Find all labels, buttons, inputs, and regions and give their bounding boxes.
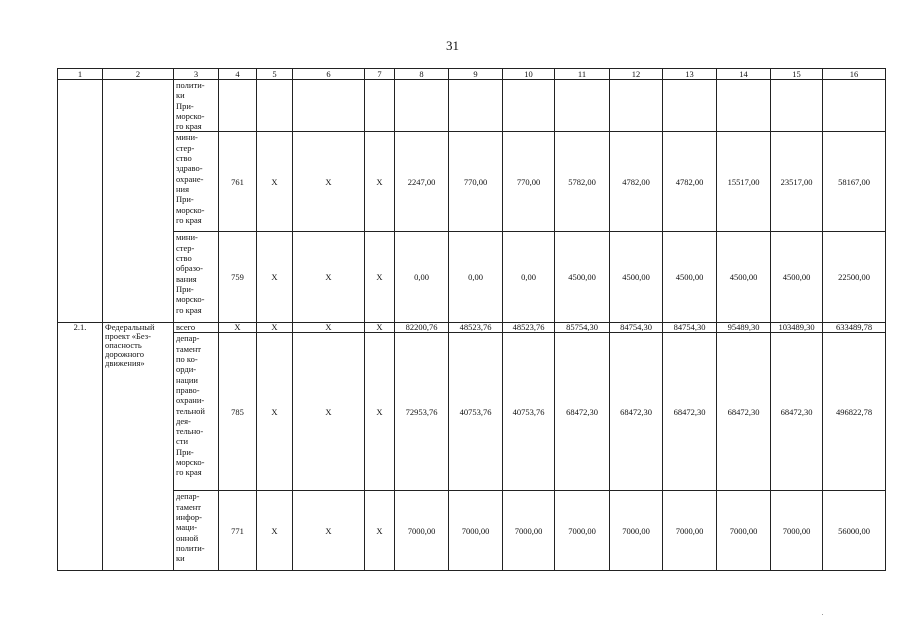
table-cell: 22500,00 [823, 232, 886, 323]
table-cell: 770,00 [449, 132, 503, 232]
col-header: 1 [58, 69, 103, 80]
executor-cell: всего [174, 323, 219, 333]
table-cell [610, 80, 663, 132]
table-cell: 4782,00 [663, 132, 717, 232]
table-cell: X [257, 323, 293, 333]
table-cell: X [365, 323, 395, 333]
executor-cell: депар- тамент по ко- орди- нации право- охрани- тельной дея- тельно- сти При- морско- го края [174, 333, 219, 491]
table-cell: 82200,76 [395, 323, 449, 333]
table-cell: X [365, 132, 395, 232]
table-cell [717, 80, 771, 132]
table-cell: 15517,00 [717, 132, 771, 232]
page-number: 31 [446, 38, 459, 53]
table-cell: X [257, 333, 293, 491]
table-cell: X [293, 333, 365, 491]
table-cell: 95489,30 [717, 323, 771, 333]
table-cell: X [365, 491, 395, 571]
table-cell: X [257, 132, 293, 232]
project-name-cell: Федеральный проект «Без-опасность дорожного движения» [103, 323, 174, 571]
col-header: 14 [717, 69, 771, 80]
table-cell: 84754,30 [663, 323, 717, 333]
table-cell: 40753,76 [503, 333, 555, 491]
scan-speck [822, 614, 823, 615]
col-header: 15 [771, 69, 823, 80]
table-cell: 7000,00 [555, 491, 610, 571]
table-cell [771, 80, 823, 132]
table-cell: 0,00 [449, 232, 503, 323]
row-index-cell: 2.1. [58, 323, 103, 571]
table-cell [293, 80, 365, 132]
table-cell [257, 80, 293, 132]
table-row [58, 132, 886, 232]
table-cell: 48523,76 [503, 323, 555, 333]
table-cell: 85754,30 [555, 323, 610, 333]
col-header: 2 [103, 69, 174, 80]
table-cell: 4782,00 [610, 132, 663, 232]
col-header: 13 [663, 69, 717, 80]
col-header: 16 [823, 69, 886, 80]
table-cell: X [293, 323, 365, 333]
table-cell: 23517,00 [771, 132, 823, 232]
table-cell [365, 80, 395, 132]
table-cell: 2247,00 [395, 132, 449, 232]
table-cell: 68472,30 [771, 333, 823, 491]
table-row [58, 333, 886, 491]
table-cell: 68472,30 [610, 333, 663, 491]
col-header: 12 [610, 69, 663, 80]
table-cell: 7000,00 [771, 491, 823, 571]
table-cell: 5782,00 [555, 132, 610, 232]
col-header: 6 [293, 69, 365, 80]
table-cell: X [219, 323, 257, 333]
table-cell: 7000,00 [395, 491, 449, 571]
table-cell: 56000,00 [823, 491, 886, 571]
table-cell: X [293, 491, 365, 571]
table-cell: 785 [219, 333, 257, 491]
table-cell: 633489,78 [823, 323, 886, 333]
table-cell [219, 80, 257, 132]
col-header: 5 [257, 69, 293, 80]
table-cell: 7000,00 [663, 491, 717, 571]
table-cell: 68472,30 [555, 333, 610, 491]
table-cell: 7000,00 [610, 491, 663, 571]
row-index-cell [58, 80, 103, 323]
table-cell: X [293, 232, 365, 323]
table-row [58, 491, 886, 571]
table-cell: 759 [219, 232, 257, 323]
table-row [58, 323, 886, 333]
table-cell [395, 80, 449, 132]
table-cell: 68472,30 [663, 333, 717, 491]
table-row [58, 80, 886, 132]
table-cell: 770,00 [503, 132, 555, 232]
table-cell: 761 [219, 132, 257, 232]
table-cell: X [257, 491, 293, 571]
table-cell: 0,00 [503, 232, 555, 323]
col-header: 11 [555, 69, 610, 80]
table-cell: 4500,00 [771, 232, 823, 323]
table-cell: 4500,00 [555, 232, 610, 323]
col-header: 4 [219, 69, 257, 80]
table-cell [503, 80, 555, 132]
table-cell: 103489,30 [771, 323, 823, 333]
table-cell [449, 80, 503, 132]
table-cell: 84754,30 [610, 323, 663, 333]
table-cell: 72953,76 [395, 333, 449, 491]
executor-cell: мини- стер- ство здраво- охране- ния При- морско- го края [174, 132, 219, 232]
budget-table [57, 68, 886, 571]
col-header: 9 [449, 69, 503, 80]
table-cell: X [365, 333, 395, 491]
col-header: 7 [365, 69, 395, 80]
table-cell: 771 [219, 491, 257, 571]
table-cell [823, 80, 886, 132]
executor-cell: мини- стер- ство образо- вания При- морско- го края [174, 232, 219, 323]
table-cell [555, 80, 610, 132]
table-cell: 48523,76 [449, 323, 503, 333]
table-row [58, 232, 886, 323]
table-cell: X [257, 232, 293, 323]
table-cell: 496822,78 [823, 333, 886, 491]
table-cell: 7000,00 [717, 491, 771, 571]
table-cell: X [293, 132, 365, 232]
table-cell [663, 80, 717, 132]
executor-cell: депар- тамент инфор- маци- онной полити- ки [174, 491, 219, 571]
executor-cell: полити- ки При- морско- го края [174, 80, 219, 132]
table-cell: 0,00 [395, 232, 449, 323]
table-cell: 4500,00 [717, 232, 771, 323]
table-cell: 7000,00 [503, 491, 555, 571]
table-cell: 58167,00 [823, 132, 886, 232]
table-cell: 4500,00 [610, 232, 663, 323]
col-header: 10 [503, 69, 555, 80]
col-header: 3 [174, 69, 219, 80]
table-cell: 68472,30 [717, 333, 771, 491]
table-cell: X [365, 232, 395, 323]
table-cell: 7000,00 [449, 491, 503, 571]
project-name-cell [103, 80, 174, 323]
column-number-row [58, 69, 886, 80]
col-header: 8 [395, 69, 449, 80]
table-cell: 40753,76 [449, 333, 503, 491]
table-cell: 4500,00 [663, 232, 717, 323]
